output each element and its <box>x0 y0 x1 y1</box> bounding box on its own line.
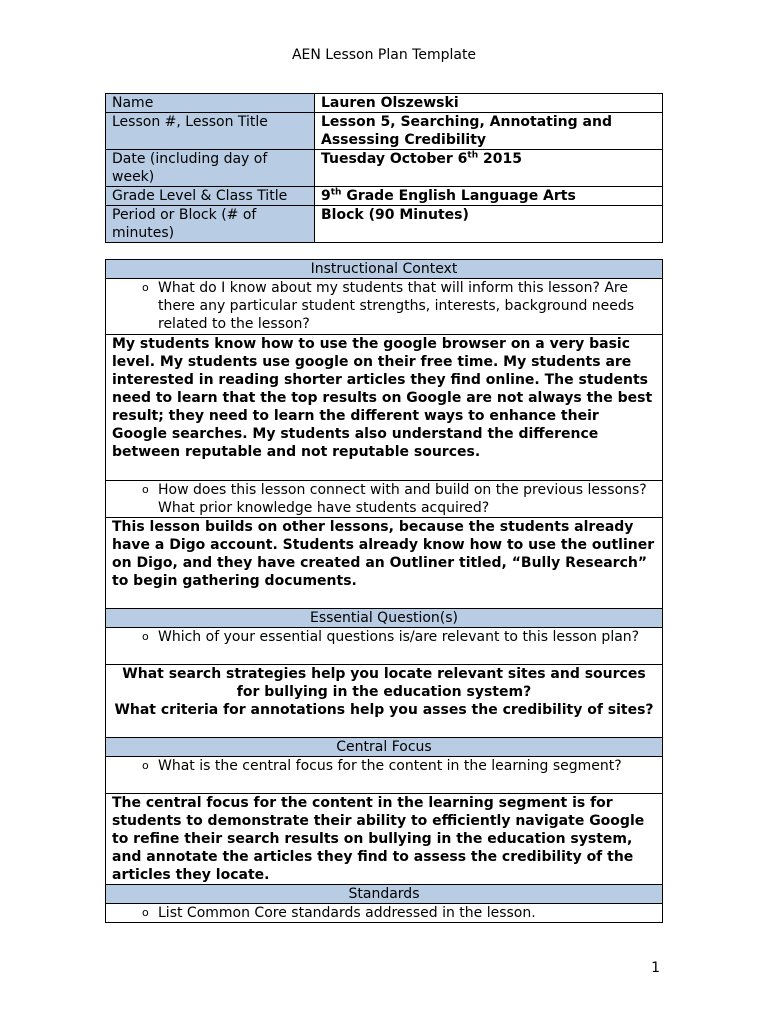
lesson-value: Lesson 5, Searching, Annotating and Assessing Credibility <box>315 113 663 150</box>
date-row <box>106 150 663 187</box>
name-value: Lauren Olszewski <box>315 94 663 113</box>
essential-questions-prompt-row <box>106 628 663 665</box>
document-title: AEN Lesson Plan Template <box>291 47 477 63</box>
bullet-icon: o <box>142 630 149 643</box>
essential-question-2: What criteria for annotations help you asses the credibility of sites? <box>114 702 654 718</box>
central-focus-prompt-row <box>106 757 663 794</box>
central-focus-answer: The central focus for the content in the learning segment is for students to demonstrate their ability to efficiently navigate Google to refine their search results on bullying in the education system, and annotate the articles they find to assess the credibility of the articles they locate. <box>106 794 663 885</box>
lesson-plan-sections-table <box>105 259 663 923</box>
date-value-main: Tuesday October 6 <box>321 151 468 167</box>
instructional-context-answer1-row <box>106 335 663 481</box>
instructional-context-header-row <box>106 260 663 279</box>
grade-value-number: 9 <box>321 188 331 204</box>
date-value-year: 2015 <box>478 151 522 167</box>
central-focus-header: Central Focus <box>106 738 663 757</box>
prompt-text: How does this lesson connect with and build on the previous lessons? What prior knowledge have students acquired? <box>158 482 647 516</box>
date-label: Date (including day of week) <box>106 150 315 187</box>
bullet-icon: o <box>142 483 149 496</box>
standards-prompt-row <box>106 904 663 923</box>
name-row <box>106 94 663 113</box>
grade-row <box>106 187 663 206</box>
grade-value-title: Grade English Language Arts <box>341 188 576 204</box>
prompt-text: What do I know about my students that will inform this lesson? Are there any particular student strengths, interests, background needs related to the lesson? <box>158 280 635 332</box>
date-value <box>315 150 663 187</box>
essential-questions-answer-row <box>106 665 663 738</box>
grade-label: Grade Level & Class Title <box>106 187 315 206</box>
lesson-label: Lesson #, Lesson Title <box>106 113 315 150</box>
grade-value <box>315 187 663 206</box>
essential-question-1: What search strategies help you locate relevant sites and sources for bullying in the education system? <box>122 666 646 700</box>
standards-header: Standards <box>106 885 663 904</box>
instructional-context-answer2-row <box>106 518 663 609</box>
instructional-context-prompt1-row <box>106 279 663 335</box>
prompt-text: Which of your essential questions is/are relevant to this lesson plan? <box>158 629 640 645</box>
prompt-text: List Common Core standards addressed in the lesson. <box>158 905 536 921</box>
prompt-text: What is the central focus for the content in the learning segment? <box>158 758 622 774</box>
bullet-icon: o <box>142 906 149 919</box>
grade-value-suffix: th <box>330 187 342 198</box>
bullet-icon: o <box>142 281 149 294</box>
essential-questions-header-row <box>106 609 663 628</box>
name-label: Name <box>106 94 315 113</box>
instructional-context-prompt1 <box>106 279 663 335</box>
instructional-context-answer2: This lesson builds on other lessons, because the students already have a Digo account. Students already know how to use the outliner on Digo, and they have created an Outliner titled, “Bully Research” to begin gathering documents. <box>106 518 663 609</box>
essential-questions-header: Essential Question(s) <box>106 609 663 628</box>
instructional-context-answer1: My students know how to use the google browser on a very basic level. My students use google on their free time. My students are interested in reading shorter articles they find online. The students need to learn that the top results on Google are not always the best result; they need to learn the different ways to enhance their Google searches. My students also understand the difference between reputable and not reputable sources. <box>106 335 663 481</box>
page-number: 1 <box>651 960 660 976</box>
period-row <box>106 206 663 243</box>
instructional-context-prompt2-row <box>106 481 663 518</box>
central-focus-prompt <box>106 757 663 794</box>
essential-questions-prompt <box>106 628 663 665</box>
lesson-row <box>106 113 663 150</box>
instructional-context-header: Instructional Context <box>106 260 663 279</box>
bullet-icon: o <box>142 759 149 772</box>
date-value-suffix: th <box>467 150 479 161</box>
central-focus-answer-row <box>106 794 663 885</box>
period-value: Block (90 Minutes) <box>315 206 663 243</box>
lesson-info-table <box>105 93 663 243</box>
instructional-context-prompt2 <box>106 481 663 518</box>
standards-header-row <box>106 885 663 904</box>
central-focus-header-row <box>106 738 663 757</box>
essential-questions-answer <box>106 665 663 738</box>
standards-prompt <box>106 904 663 923</box>
period-label: Period or Block (# of minutes) <box>106 206 315 243</box>
